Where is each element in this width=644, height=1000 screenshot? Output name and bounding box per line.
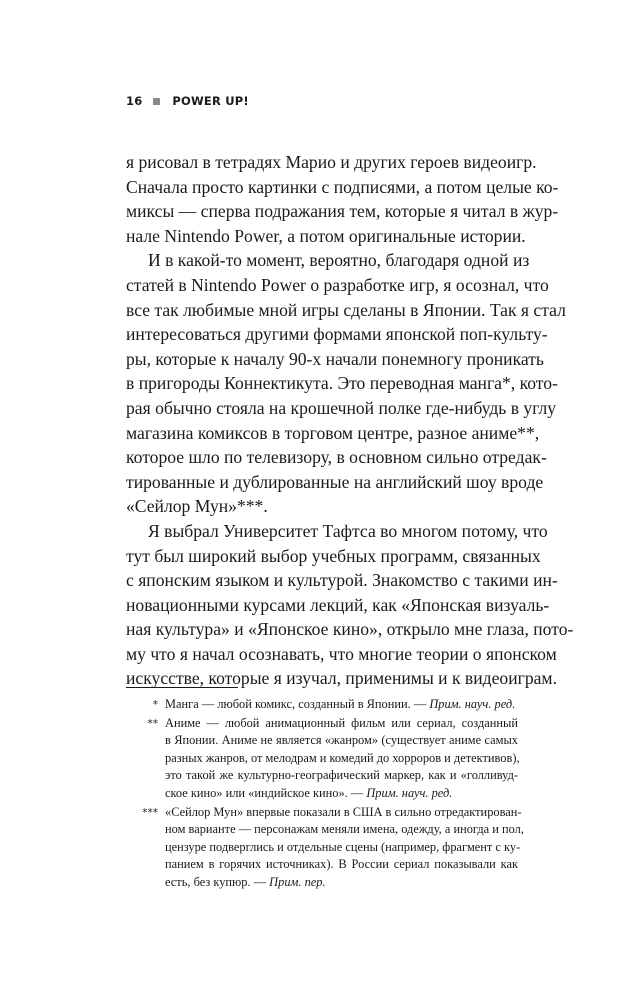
text-line: магазина комиксов в торговом центре, разное аниме**,	[126, 422, 540, 443]
text-line: с японским языком и культурой. Знакомство с такими ин-	[126, 570, 558, 591]
footnote-text: «Сейлор Мун» впервые показали в США в сильно отредактирован-	[165, 804, 522, 819]
footnote-text: в Японии. Аниме не является «жанром» (существует аниме самых	[165, 733, 518, 748]
text-line: И в какой-то момент, вероятно, благодаря одной из	[148, 250, 530, 271]
footnote-line	[165, 839, 521, 857]
text-line: тированные и дублированные на английский шоу вроде	[126, 471, 544, 492]
footnote-line	[165, 874, 518, 892]
footnote-text: Манга — любой комикс, созданный в Японии. —	[165, 697, 430, 711]
footnote-attribution: Прим. науч. ред.	[366, 785, 453, 800]
footnote-text: есть, без купюр. —	[165, 874, 270, 889]
footnote-divider	[126, 687, 238, 688]
footnote-line	[165, 821, 524, 839]
running-header	[126, 92, 249, 110]
paragraph	[126, 150, 559, 248]
text-line: все так любимые мной игры сделаны в Японии. Так я стал	[126, 299, 566, 320]
page-number: 16	[126, 94, 143, 108]
text-line: рая обычно стояла на крошечной полке где-нибудь в углу	[126, 397, 557, 418]
text-line: статей в Nintendo Power о разработке игр, я осознал, что	[126, 274, 549, 295]
text-line: интересоваться другими формами японской поп-культу-	[126, 324, 548, 345]
text-line: Я выбрал Университет Тафтса во многом потому, что	[148, 520, 548, 541]
square-separator-icon	[153, 98, 160, 105]
text-line: миксы — сперва подражания тем, которые я читал в жур-	[126, 201, 559, 222]
text-line: нале Nintendo Power, а потом оригинальные истории.	[126, 225, 526, 246]
text-line: ная культура» и «Японское кино», открыло мне глаза, пото-	[126, 619, 574, 640]
footnote-text: ское кино» или «индийское кино». —	[165, 785, 367, 800]
text-line: в пригороды Коннектикута. Это переводная манга*, кото-	[126, 373, 558, 394]
main-text	[126, 150, 574, 691]
footnote	[126, 715, 518, 803]
text-line: которое шло по телевизору, в основном сильно отредак-	[126, 447, 547, 468]
footnote-text: это такой же культурно-географический маркер, как и «голливуд-	[165, 768, 518, 783]
footnote	[126, 696, 518, 714]
text-line: я рисовал в тетрадях Марио и других героев видеоигр.	[126, 152, 537, 172]
footnote-attribution: Прим. науч. ред.	[429, 697, 516, 711]
footnote-text: панием в горячих источниках). В России сериал показывали как	[165, 857, 518, 872]
footnote-text: цензуре подверглись и отдельные сцены (например, фрагмент с ку-	[165, 839, 521, 854]
footnote-mark: *	[152, 699, 158, 711]
paragraph	[126, 248, 566, 519]
text-line: му что я начал осознавать, что многие теории о японском	[126, 643, 557, 664]
footnote-line	[165, 732, 518, 750]
footnote-line	[165, 750, 518, 768]
footnote-mark: ***	[142, 806, 158, 819]
text-line: тут был широкий выбор учебных программ, связанных	[126, 545, 541, 566]
footnotes	[126, 696, 524, 893]
text-line: искусстве, которые я изучал, применимы и к видеоиграм.	[126, 668, 557, 689]
footnote-line	[165, 856, 518, 874]
footnote-text: разных жанров, от мелодрам и комедий до хорроров и детективов),	[165, 750, 520, 765]
footnote-text: ном варианте — персонажам меняли имена, одежду, а иногда и пол,	[165, 822, 524, 837]
footnote-attribution: Прим. пер.	[269, 874, 326, 889]
text-line: новационными курсами лекций, как «Японская визуаль-	[126, 594, 550, 615]
text-line: ры, которые к началу 90-х начали понемногу проникать	[126, 348, 544, 369]
footnote-line	[165, 767, 518, 785]
footnote-line	[165, 785, 518, 803]
footnote-mark: **	[147, 717, 158, 730]
text-line: «Сейлор Мун»***.	[126, 496, 268, 517]
paragraph	[126, 519, 574, 691]
footnote	[126, 804, 524, 892]
footnote-line	[165, 715, 518, 733]
footnote-line	[165, 696, 518, 714]
text-line: Сначала просто картинки с подписями, а потом целые ко-	[126, 176, 559, 197]
footnote-text: Аниме — любой анимационный фильм или сериал, созданный	[165, 715, 518, 730]
running-title: POWER UP!	[172, 94, 249, 108]
footnote-line	[165, 804, 522, 822]
